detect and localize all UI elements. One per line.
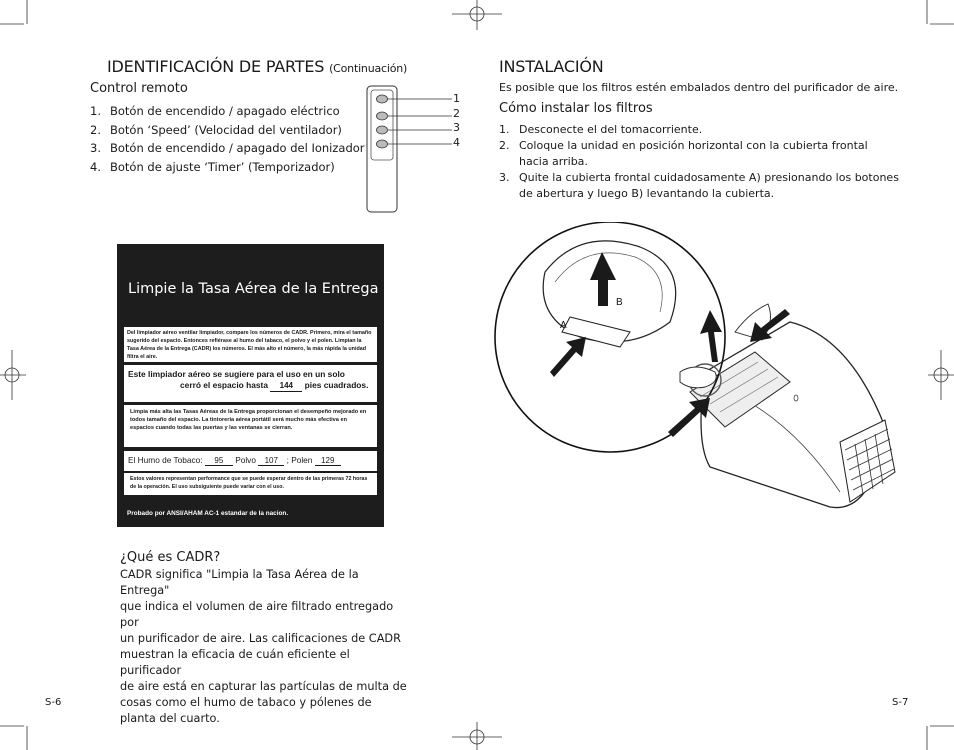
remote-control-illustration <box>362 84 462 216</box>
remote-callouts: 1 2 3 4 <box>453 92 460 149</box>
remote-title: Control remoto <box>90 81 188 96</box>
list-item: 4. Botón de ajuste ‘Timer’ (Temporizador) <box>90 159 335 174</box>
registration-mark-bottom <box>452 722 502 750</box>
cadr-intro-box: Del limpiador aéreo ventilar limpiador, compare los números de CADR. Primero, mira el tamaño sugerido del espacio. Entonces refiérase al humo del tabaco, el polvo y el polen. Limpian la Tasa Aérea de la Entrega (CADR) los números. El más alto el número, la más rápida la unidad filtra el aire. <box>124 327 377 362</box>
room-size-value: 144 <box>270 380 302 392</box>
install-subheading: Cómo instalar los filtros <box>499 101 653 116</box>
ionizer-button-icon <box>377 126 388 134</box>
cadr-note-box: Estos valores representan performance que se puede esperar dentro de las primeras 72 horas de la operación. El uso subsiguiente puede variar con el uso. <box>124 473 377 495</box>
power-button-icon <box>377 95 388 103</box>
list-item: 3. Botón de encendido / apagado del Ionizador <box>90 141 365 155</box>
diagram-label-a: A <box>560 320 567 331</box>
cadr-footer: Probado por ANSI/AHAM AC-1 estandar de la nacion. <box>127 510 289 517</box>
cadr-question: ¿Qué es CADR? <box>120 550 221 565</box>
cadr-label <box>117 244 384 527</box>
registration-mark-right <box>928 350 954 400</box>
heading-note: (Continuación) <box>329 62 408 75</box>
list-item: 2. Botón ‘Speed’ (Velocidad del ventilador) <box>90 122 342 137</box>
registration-mark-top <box>452 0 502 30</box>
cadr-label-title: Limpie la Tasa Aérea de la Entrega <box>128 281 379 297</box>
left-page-heading <box>107 57 407 76</box>
filter-installation-diagram <box>490 222 900 522</box>
install-steps <box>499 122 899 202</box>
remote-items-list <box>90 102 370 176</box>
install-intro: Es posible que los filtros estén embalados dentro del purificador de aire. <box>499 81 899 94</box>
heading-text: IDENTIFICACIÓN DE PARTES <box>107 57 325 76</box>
smoke-value: 95 <box>205 456 233 466</box>
registration-mark-left <box>0 350 26 400</box>
list-item: 3. Quite la cubierta frontal cuidadosamente A) presionando los botones de abertura y luego B) levantando la cubierta. <box>499 171 899 200</box>
page-number-left: S-6 <box>45 697 62 708</box>
list-item: 1. Botón de encendido / apagado eléctrico <box>90 104 340 118</box>
diagram-label-b: B <box>616 297 623 308</box>
pollen-value: 129 <box>315 456 341 466</box>
cadr-ratings-box: El Humo de Tobaco: 95 Polvo 107 ; Polen 129 <box>124 451 377 471</box>
hand-icon <box>680 367 716 388</box>
cadr-answer: CADR significa "Limpia la Tasa Aérea de la Entrega" que indica el volumen de aire filtrado entregado por un purificador de aire. Las calificaciones de CADR muestran la eficacia de cuán eficiente el purificador de aire está en capturar las partículas de multa de cosas como el humo de tabaco y pólenes de planta del cuarto. <box>120 568 407 725</box>
page-number-right: S-7 <box>892 697 909 708</box>
timer-button-icon <box>377 140 388 148</box>
list-item: 1. Desconecte el del tomacorriente. <box>499 123 703 136</box>
list-item: 2. Coloque la unidad en posición horizontal con la cubierta frontal hacia arriba. <box>499 139 868 168</box>
right-page-heading: INSTALACIÓN <box>499 57 604 76</box>
speed-button-icon <box>377 112 388 120</box>
cadr-efficiency-box: Limpia más alta las Tasas Aéreas de la Entrega proporcionan el desempeño mejorado en todos tamaño del espacio. La tintorería aérea portátil será mucho más efectiva en espacios cuando todas las puertas y las ventanas se cierran. <box>124 405 377 447</box>
cadr-room-size-box: Este limpiador aéreo se sugiere para el uso en un solo cerró el espacio hasta 144 pies cuadrados. <box>124 365 377 402</box>
dust-value: 107 <box>258 456 284 466</box>
